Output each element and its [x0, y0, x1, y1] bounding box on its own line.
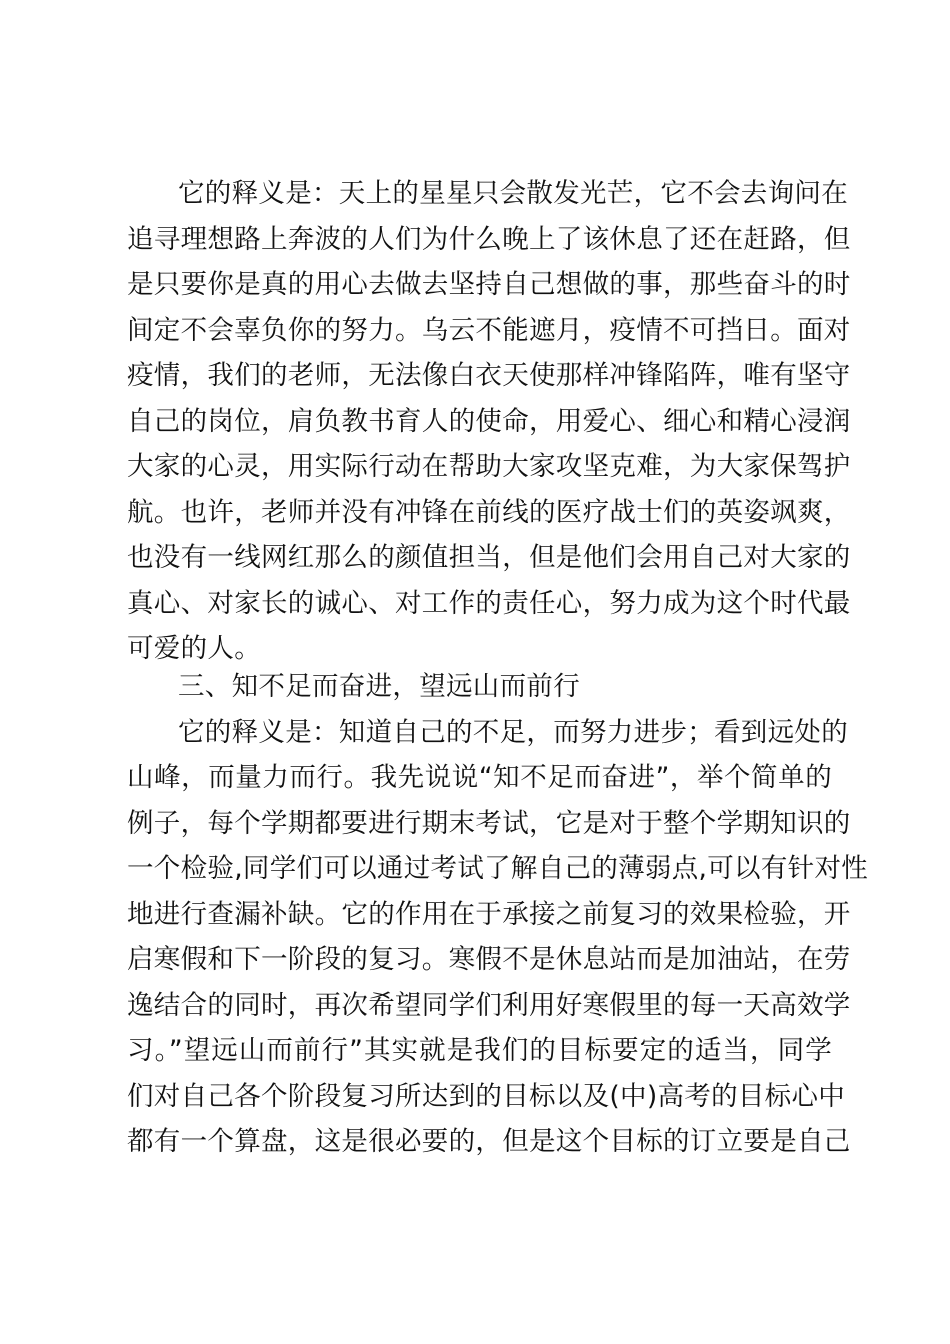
paragraph-line: 它的释义是：天上的星星只会散发光芒，它不会去询问在	[178, 178, 848, 209]
paragraph-line: 它的释义是：知道自己的不足，而努力进步；看到远处的	[178, 716, 848, 748]
paragraph-line: 间定不会辜负你的努力。乌云不能遮月，疫情不可挡日。面对	[127, 314, 851, 346]
paragraph-line: 是只要你是真的用心去做去坚持自己想做的事，那些奋斗的时	[127, 269, 851, 300]
paragraph-line: 习。”望远山而前行”其实就是我们的目标要定的适当，同学	[127, 1035, 832, 1066]
paragraph-line: 也没有一线网红那么的颜值担当，但是他们会用自己对大家的	[127, 542, 851, 573]
paragraph-teachers	[127, 171, 851, 672]
paragraph-line: 逸结合的同时，再次希望同学们利用好寒假里的每一天高效学	[127, 989, 851, 1021]
paragraph-line: 都有一个算盘，这是很必要的，但是这个目标的订立要是自己	[127, 1126, 851, 1157]
paragraph-line: 们对自己各个阶段复习所达到的目标以及(中)高考的目标心中	[127, 1080, 846, 1112]
paragraph-line: 山峰，而量力而行。我先说说“知不足而奋进”，举个简单的	[127, 762, 832, 793]
paragraph-line: 可爱的人。	[127, 633, 261, 664]
paragraph-line: 地进行查漏补缺。它的作用在于承接之前复习的效果检验，开	[127, 898, 851, 930]
paragraph-line: 追寻理想路上奔波的人们为什么晚上了该休息了还在赶路，但	[127, 223, 851, 255]
section-3	[127, 664, 869, 1165]
paragraph-line: 疫情，我们的老师，无法像白衣天使那样冲锋陷阵，唯有坚守	[127, 360, 851, 391]
paragraph-line: 航。也许，老师并没有冲锋在前线的医疗战士们的英姿飒爽，	[127, 496, 851, 528]
paragraph-line: 自己的岗位，肩负教书育人的使命，用爱心、细心和精心浸润	[127, 405, 851, 437]
paragraph-line: 例子，每个学期都要进行期末考试，它是对于整个学期知识的	[127, 807, 851, 839]
section-heading: 三、知不足而奋进，望远山而前行	[178, 671, 580, 702]
paragraph-line: 启寒假和下一阶段的复习。寒假不是休息站而是加油站，在劳	[127, 944, 851, 975]
paragraph-line: 一个检验,同学们可以通过考试了解自己的薄弱点,可以有针对性	[127, 853, 869, 884]
paragraph-line: 真心、对家长的诚心、对工作的责任心，努力成为这个时代最	[127, 587, 851, 619]
paragraph-line: 大家的心灵，用实际行动在帮助大家攻坚克难，为大家保驾护	[127, 451, 851, 482]
